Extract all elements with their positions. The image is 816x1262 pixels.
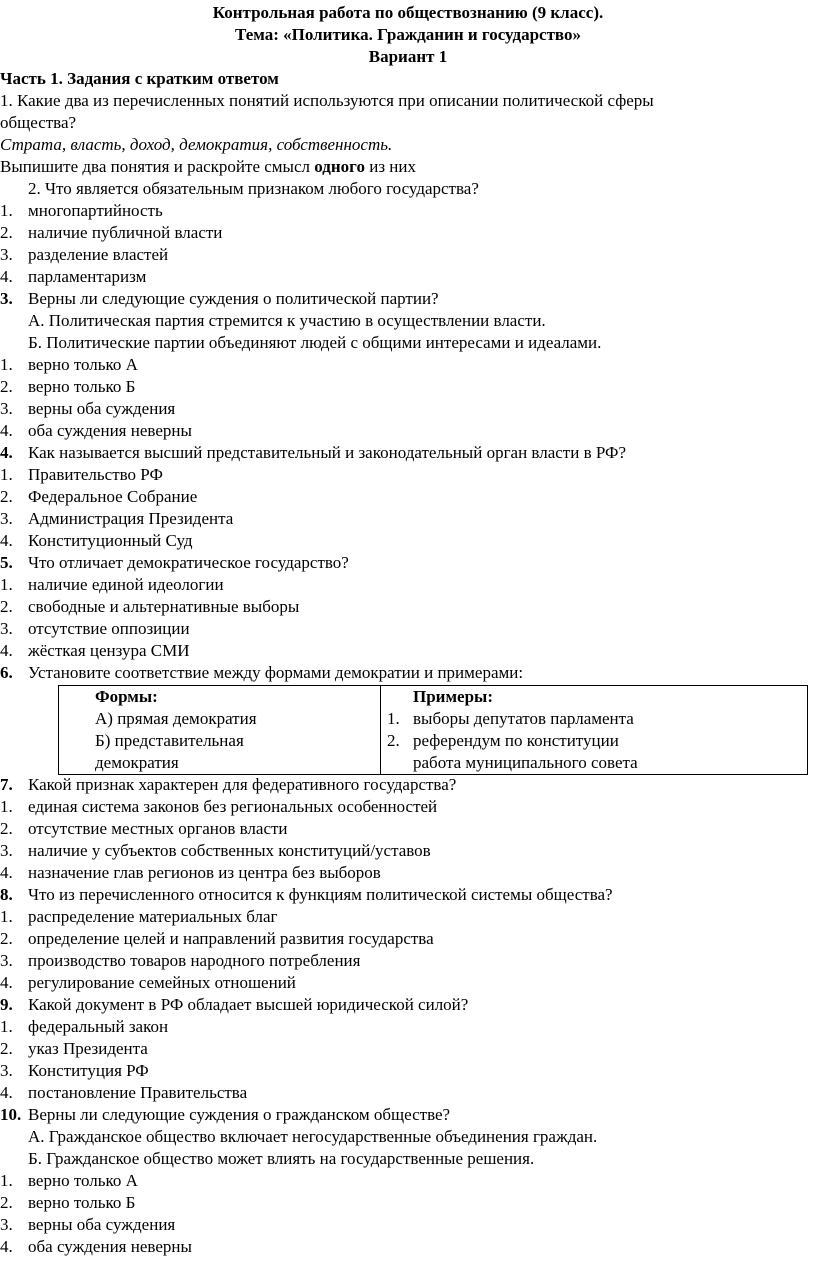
question-text: Верны ли следующие суждения о гражданском обществе? bbox=[28, 1105, 451, 1124]
q1-instr-post: из них bbox=[364, 157, 416, 176]
question-text: Какой документ в РФ обладает высшей юридической силой? bbox=[28, 995, 469, 1014]
option-number: 1. bbox=[0, 355, 13, 374]
option-text: верны оба суждения bbox=[28, 1215, 176, 1234]
option-text: многопартийность bbox=[28, 201, 163, 220]
question-text: Установите соответствие между формами демократии и примерами: bbox=[28, 663, 524, 682]
q1-instr-bold: одного bbox=[314, 157, 365, 176]
doc-title: Контрольная работа по обществознанию (9 класс). bbox=[212, 3, 604, 22]
option-text: единая система законов без региональных особенностей bbox=[28, 797, 438, 816]
option-number: 3. bbox=[0, 245, 13, 264]
option-number: 3. bbox=[0, 1061, 13, 1080]
option-number: 1. bbox=[0, 907, 13, 926]
example-text: работа муниципального совета bbox=[413, 753, 638, 772]
question-number: 3. bbox=[0, 289, 13, 308]
option-text: оба суждения неверны bbox=[28, 1237, 192, 1256]
option-text: указ Президента bbox=[28, 1039, 148, 1058]
option-text: Конституционный Суд bbox=[28, 531, 193, 550]
option-number: 4. bbox=[0, 1083, 13, 1102]
q10-statement-b: Б. Гражданское общество может влиять на государственные решения. bbox=[28, 1149, 535, 1168]
option-text: верно только А bbox=[28, 1171, 138, 1190]
forms-header: Формы: bbox=[95, 687, 158, 706]
matching-table bbox=[58, 685, 808, 775]
option-text: постановление Правительства bbox=[28, 1083, 248, 1102]
form-item: Б) представительная bbox=[95, 731, 244, 750]
forms-column bbox=[59, 686, 381, 775]
option-number: 1. bbox=[0, 797, 13, 816]
q10-statement-a: А. Гражданское общество включает негосударственные объединения граждан. bbox=[28, 1127, 598, 1146]
option-number: 1. bbox=[0, 575, 13, 594]
option-text: распределение материальных благ bbox=[28, 907, 278, 926]
option-text: оба суждения неверны bbox=[28, 421, 192, 440]
q1-terms: Страта, власть, доход, демократия, собственность. bbox=[0, 135, 393, 154]
q1-text-line2: общества? bbox=[0, 113, 77, 132]
option-text: Федеральное Собрание bbox=[28, 487, 198, 506]
question-text: Верны ли следующие суждения о политической партии? bbox=[28, 289, 439, 308]
question-number: 8. bbox=[0, 885, 13, 904]
option-text: федеральный закон bbox=[28, 1017, 169, 1036]
option-number: 4. bbox=[0, 863, 13, 882]
question-number: 5. bbox=[0, 553, 13, 572]
example-number: 1. bbox=[387, 709, 400, 728]
option-text: производство товаров народного потребления bbox=[28, 951, 361, 970]
example-item bbox=[387, 730, 807, 752]
part-heading: Часть 1. Задания с кратким ответом bbox=[0, 69, 279, 88]
question-number: 7. bbox=[0, 775, 13, 794]
example-item bbox=[387, 752, 807, 774]
option-number: 3. bbox=[0, 951, 13, 970]
question-text: Что отличает демократическое государство? bbox=[28, 553, 349, 572]
option-number: 2. bbox=[0, 487, 13, 506]
option-number: 2. bbox=[0, 597, 13, 616]
option-number: 3. bbox=[0, 1215, 13, 1234]
option-text: парламентаризм bbox=[28, 267, 147, 286]
option-number: 2. bbox=[0, 1193, 13, 1212]
option-text: верно только А bbox=[28, 355, 138, 374]
question-number: 6. bbox=[0, 663, 13, 682]
option-text: определение целей и направлений развития государства bbox=[28, 929, 434, 948]
example-item bbox=[387, 708, 807, 730]
doc-topic: Тема: «Политика. Гражданин и государство» bbox=[235, 25, 581, 44]
examples-header: Примеры: bbox=[413, 687, 493, 706]
option-text: верно только Б bbox=[28, 377, 136, 396]
option-number: 3. bbox=[0, 399, 13, 418]
q2-text: 2. Что является обязательным признаком любого государства? bbox=[28, 179, 479, 198]
question-text: Что из перечисленного относится к функциям политической системы общества? bbox=[28, 885, 613, 904]
question-number: 10. bbox=[0, 1105, 22, 1124]
option-number: 2. bbox=[0, 819, 13, 838]
q3-statement-a: А. Политическая партия стремится к участию в осуществлении власти. bbox=[28, 311, 546, 330]
form-item: А) прямая демократия bbox=[95, 709, 257, 728]
option-text: жёсткая цензура СМИ bbox=[28, 641, 190, 660]
option-number: 4. bbox=[0, 973, 13, 992]
option-text: разделение властей bbox=[28, 245, 169, 264]
example-text: выборы депутатов парламента bbox=[413, 709, 634, 728]
option-text: наличие у субъектов собственных конституций/уставов bbox=[28, 841, 431, 860]
option-number: 4. bbox=[0, 421, 13, 440]
option-text: наличие публичной власти bbox=[28, 223, 223, 242]
q3-statement-b: Б. Политические партии объединяют людей с общими интересами и идеалами. bbox=[28, 333, 602, 352]
q1-instruction bbox=[0, 156, 416, 178]
q1-text-line1: 1. Какие два из перечисленных понятий используются при описании политической сферы bbox=[0, 91, 654, 110]
form-item-continuation: демократия bbox=[95, 753, 179, 772]
option-text: отсутствие местных органов власти bbox=[28, 819, 288, 838]
examples-column bbox=[381, 686, 808, 775]
option-text: верно только Б bbox=[28, 1193, 136, 1212]
option-text: Правительство РФ bbox=[28, 465, 163, 484]
option-text: назначение глав регионов из центра без выборов bbox=[28, 863, 381, 882]
option-number: 3. bbox=[0, 619, 13, 638]
option-number: 2. bbox=[0, 929, 13, 948]
option-number: 1. bbox=[0, 201, 13, 220]
example-text: референдум по конституции bbox=[413, 731, 619, 750]
option-text: регулирование семейных отношений bbox=[28, 973, 296, 992]
q1-instr-pre: Выпишите два понятия и раскройте смысл bbox=[0, 157, 315, 176]
option-number: 1. bbox=[0, 465, 13, 484]
option-number: 3. bbox=[0, 841, 13, 860]
option-number: 4. bbox=[0, 267, 13, 286]
option-text: верны оба суждения bbox=[28, 399, 176, 418]
doc-variant: Вариант 1 bbox=[368, 47, 448, 66]
option-number: 2. bbox=[0, 377, 13, 396]
option-number: 4. bbox=[0, 1237, 13, 1256]
option-text: отсутствие оппозиции bbox=[28, 619, 190, 638]
question-text: Какой признак характерен для федеративного государства? bbox=[28, 775, 457, 794]
option-text: Конституция РФ bbox=[28, 1061, 149, 1080]
option-text: наличие единой идеологии bbox=[28, 575, 224, 594]
example-number: 2. bbox=[387, 731, 400, 750]
option-number: 3. bbox=[0, 509, 13, 528]
option-number: 1. bbox=[0, 1171, 13, 1190]
option-text: Администрация Президента bbox=[28, 509, 234, 528]
question-number: 4. bbox=[0, 443, 13, 462]
option-number: 4. bbox=[0, 641, 13, 660]
option-text: свободные и альтернативные выборы bbox=[28, 597, 300, 616]
option-number: 2. bbox=[0, 1039, 13, 1058]
option-number: 4. bbox=[0, 531, 13, 550]
question-number: 9. bbox=[0, 995, 13, 1014]
option-number: 2. bbox=[0, 223, 13, 242]
question-text: Как называется высший представительный и законодательный орган власти в РФ? bbox=[28, 443, 627, 462]
option-number: 1. bbox=[0, 1017, 13, 1036]
